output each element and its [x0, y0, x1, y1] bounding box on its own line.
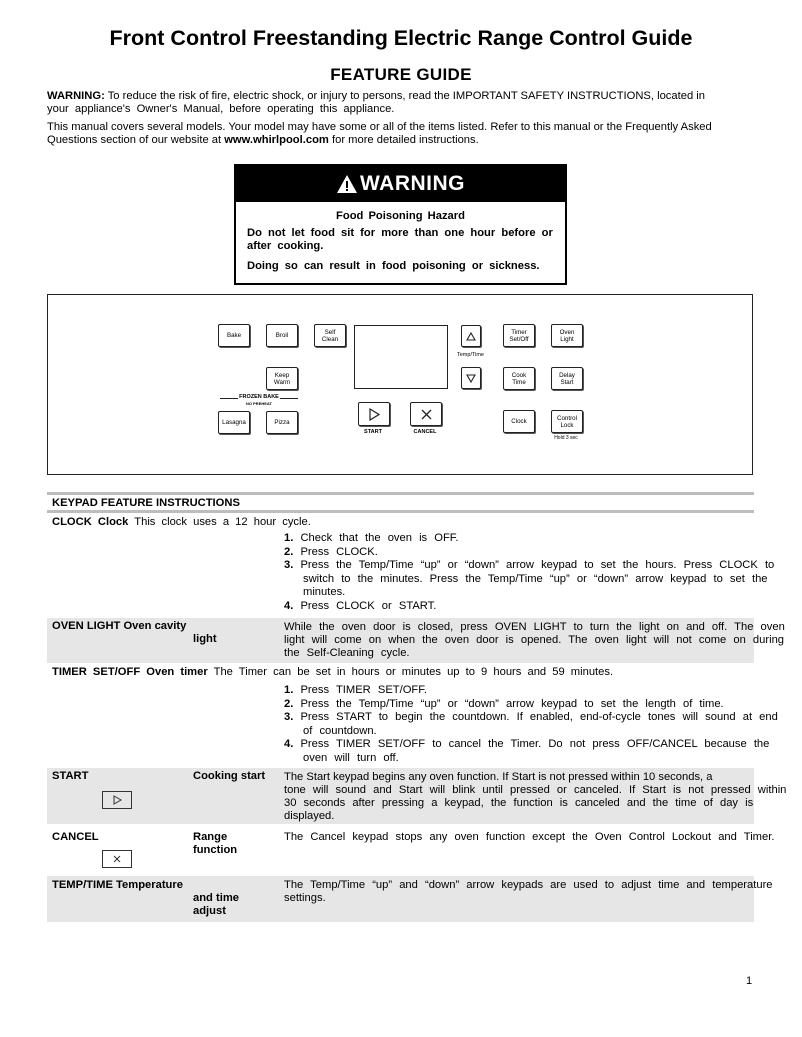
timer-step-line [284, 752, 399, 765]
warning-triangle-icon [336, 174, 358, 194]
clock-step-line [284, 600, 436, 613]
cancel-feature-2: function [193, 844, 238, 856]
start-line-3: 30 seconds after pressing a keypad, the function is canceled and the time of day is [284, 797, 754, 809]
warning-paragraph [47, 90, 747, 116]
temp-time-feature [193, 892, 239, 918]
oven-light-line-3: the Self-Cleaning cycle. [284, 647, 410, 659]
temp-up-key[interactable] [461, 325, 481, 347]
timer-step-number: 1. [284, 684, 301, 696]
oven-light-feature-1: Oven cavity [123, 620, 187, 632]
timer-step-line [284, 698, 724, 711]
timer-label-1: Timer [511, 328, 527, 336]
timer-set-off-key[interactable] [503, 324, 535, 347]
temp-time-feature-2: and time [193, 892, 240, 904]
manual-line-2-post: for more detailed instructions. [331, 134, 479, 146]
timer-step-text: Press START to begin the countdown. If enabled, end-of-cycle tones will sound at end [300, 711, 778, 723]
oven-light-feature-2: light [193, 633, 217, 645]
table-row-cancel [47, 828, 775, 872]
delay-start-key[interactable] [551, 367, 583, 390]
timer-step-text: of countdown. [303, 724, 377, 737]
delay-start-label-1: Delay [559, 371, 575, 379]
timer-intro [52, 666, 613, 679]
keep-warm-label-2: Warm [273, 378, 291, 386]
cancel-feature [193, 831, 237, 857]
clock-step-text: switch to the minutes. Press the Temp/Time “up” or “down” arrow keypad to set the [303, 572, 768, 585]
warning-line-1: Do not let food sit for more than one hour before or [247, 227, 553, 239]
self-clean-label-2: Clean [321, 335, 339, 343]
temp-time-line-2: settings. [284, 892, 326, 904]
temp-time-desc [284, 879, 773, 905]
timer-intro-text: The Timer can be set in hours or minutes up to 9 hours and 59 minutes. [213, 666, 614, 678]
keep-warm-label-1: Keep [274, 371, 290, 379]
oven-light-key-text: OVEN LIGHT [52, 620, 121, 632]
timer-key-name: TIMER SET/OFF [52, 666, 141, 678]
self-clean-label-1: Self [324, 328, 336, 336]
timer-feature-name: Oven timer [146, 666, 208, 678]
start-desc [284, 771, 786, 823]
play-icon [113, 795, 122, 805]
timer-step-line [284, 684, 427, 697]
clock-key-name: CLOCK [52, 516, 92, 528]
manual-line-1: This manual covers several models. Your model may have some or all of the items listed. Refer to this manual or the Frequently Asked [47, 121, 712, 133]
table-header: KEYPAD FEATURE INSTRUCTIONS [52, 497, 240, 509]
cook-time-key[interactable] [503, 367, 535, 390]
oven-light-key[interactable] [551, 324, 583, 347]
clock-feature-name: Clock [97, 516, 129, 528]
clock-step-text: Press CLOCK or START. [300, 599, 437, 612]
control-lock-label-2: Lock [560, 421, 574, 429]
clock-step-number: 3. [284, 559, 301, 571]
clock-step-number: 2. [284, 545, 301, 558]
cancel-key[interactable] [410, 402, 442, 426]
warning-box [234, 164, 567, 285]
temp-time-line-1: The Temp/Time “up” and “down” arrow keypads are used to adjust time and temperature [284, 879, 773, 891]
warning-text-2: your appliance's Owner's Manual, before operating this appliance. [47, 103, 395, 115]
clock-step-text: Press the Temp/Time “up” or “down” arrow keypad to set the hours. Press CLOCK to [300, 559, 775, 571]
cancel-feature-1: Range [193, 831, 228, 843]
frozen-bake-label: FROZEN BAKE [239, 394, 279, 400]
down-arrow-icon [466, 374, 476, 383]
no-preheat-label: NO PREHEAT [246, 401, 272, 406]
warning-line-1b: after cooking. [247, 240, 324, 252]
timer-label-2: Set/Off [509, 335, 529, 343]
warning-header [236, 166, 565, 202]
timer-step-number: 3. [284, 711, 301, 723]
temp-time-key-name: TEMP/TIME [52, 879, 113, 891]
display-screen [354, 325, 448, 389]
hazard-title: Food Poisoning Hazard [336, 210, 465, 222]
start-label: START [364, 429, 382, 435]
up-arrow-icon [466, 332, 476, 341]
start-icon-key [102, 791, 132, 809]
x-icon [421, 409, 432, 420]
start-line-4: displayed. [284, 810, 335, 822]
cancel-icon-key [102, 850, 132, 868]
cook-time-label-1: Cook [511, 371, 527, 379]
oven-light-label-2: Light [560, 335, 574, 343]
hold-label: Hold 3 sec [554, 435, 578, 441]
clock-step-text: Press CLOCK. [300, 545, 378, 558]
oven-light-key-name [52, 620, 186, 633]
start-key[interactable] [358, 402, 390, 426]
delay-start-label-2: Start [560, 378, 574, 386]
timer-step-text: Press TIMER SET/OFF. [300, 684, 427, 696]
table-row-temp-time [47, 876, 773, 922]
warning-line-2: Doing so can result in food poisoning or sickness. [247, 260, 540, 272]
bake-key[interactable]: Bake [218, 324, 250, 347]
clock-step-line [284, 559, 774, 572]
control-lock-label-1: Control [557, 414, 577, 422]
clock-step-line [284, 546, 378, 559]
table-top-rule [47, 492, 754, 495]
keep-warm-key[interactable] [266, 367, 298, 390]
warning-header-text: WARNING [360, 172, 465, 195]
pizza-key[interactable]: Pizza [266, 411, 298, 434]
timer-step-number: 2. [284, 697, 301, 710]
cancel-label: CANCEL [413, 429, 437, 435]
clock-intro-text: This clock uses a 12 hour cycle. [134, 516, 311, 528]
clock-intro [52, 516, 311, 529]
timer-step-line [284, 725, 377, 738]
start-line-2: tone will sound and Start will blink until pressed or canceled. If Start is not pressed within [284, 784, 787, 796]
cook-time-label-2: Time [512, 378, 526, 386]
temp-time-key-row [52, 879, 183, 892]
manual-paragraph [47, 121, 747, 147]
start-line-1: The Start keypad begins any oven function. If Start is not pressed within 10 seconds, a [284, 771, 713, 783]
clock-step-line [284, 573, 768, 586]
temp-time-feature-3: adjust [193, 905, 226, 917]
warning-text: To reduce the risk of fire, electric shock, or injury to persons, read the IMPORTANT SAFETY INSTRUCTIONS, located in [107, 90, 705, 102]
timer-step-line [284, 711, 778, 724]
clock-step-number: 1. [284, 532, 301, 544]
broil-key[interactable]: Broil [266, 324, 298, 347]
clock-step-text: minutes. [303, 586, 346, 598]
timer-step-text: Press TIMER SET/OFF to cancel the Timer. Do not press OFF/CANCEL because the [300, 738, 770, 750]
clock-step-line [284, 586, 345, 599]
oven-light-line-2: light will come on when the oven door is opened. The oven light will not come on during [284, 634, 785, 646]
website-link[interactable]: www.whirlpool.com [224, 134, 329, 146]
page-subtitle: FEATURE GUIDE [330, 65, 472, 84]
warning-label: WARNING: [47, 90, 105, 102]
clock-step-line [284, 532, 459, 545]
temp-time-label: Temp/Time [457, 352, 484, 358]
start-key-name: START [52, 770, 89, 782]
cancel-key-name: CANCEL [52, 831, 99, 843]
oven-light-desc [284, 621, 785, 660]
self-clean-key[interactable] [314, 324, 346, 347]
play-icon [368, 408, 380, 421]
lasagna-key[interactable]: Lasagna [218, 411, 250, 434]
timer-step-text: oven will turn off. [303, 751, 399, 764]
page-number: 1 [746, 975, 753, 987]
timer-step-line [284, 738, 769, 751]
clock-step-number: 4. [284, 599, 301, 612]
timer-step-text: Press the Temp/Time “up” or “down” arrow keypad to set the length of time. [300, 697, 724, 710]
clock-step-text: Check that the oven is OFF. [300, 532, 459, 544]
control-lock-key[interactable] [551, 410, 583, 433]
manual-line-2-pre: Questions section of our website at [47, 134, 222, 146]
table-header-rule [47, 510, 754, 513]
temp-down-key[interactable] [461, 367, 481, 389]
oven-light-line-1: While the oven door is closed, press OVEN LIGHT to turn the light on and off. The oven [284, 621, 785, 633]
control-panel-diagram [47, 294, 753, 475]
clock-key[interactable]: Clock [503, 410, 535, 433]
temp-time-feature-1: Temperature [116, 879, 183, 891]
frozen-bake-line-right [280, 398, 298, 399]
cancel-line-1: The Cancel keypad stops any oven function except the Oven Control Lockout and Timer. [284, 831, 775, 843]
oven-light-label-1: Oven [559, 328, 575, 336]
timer-step-number: 4. [284, 738, 301, 750]
table-row-start [47, 768, 787, 824]
x-icon [113, 855, 121, 863]
start-feature: Cooking start [193, 770, 266, 782]
page-title: Front Control Freestanding Electric Range Control Guide [109, 26, 693, 50]
table-row-oven-light [47, 618, 785, 663]
